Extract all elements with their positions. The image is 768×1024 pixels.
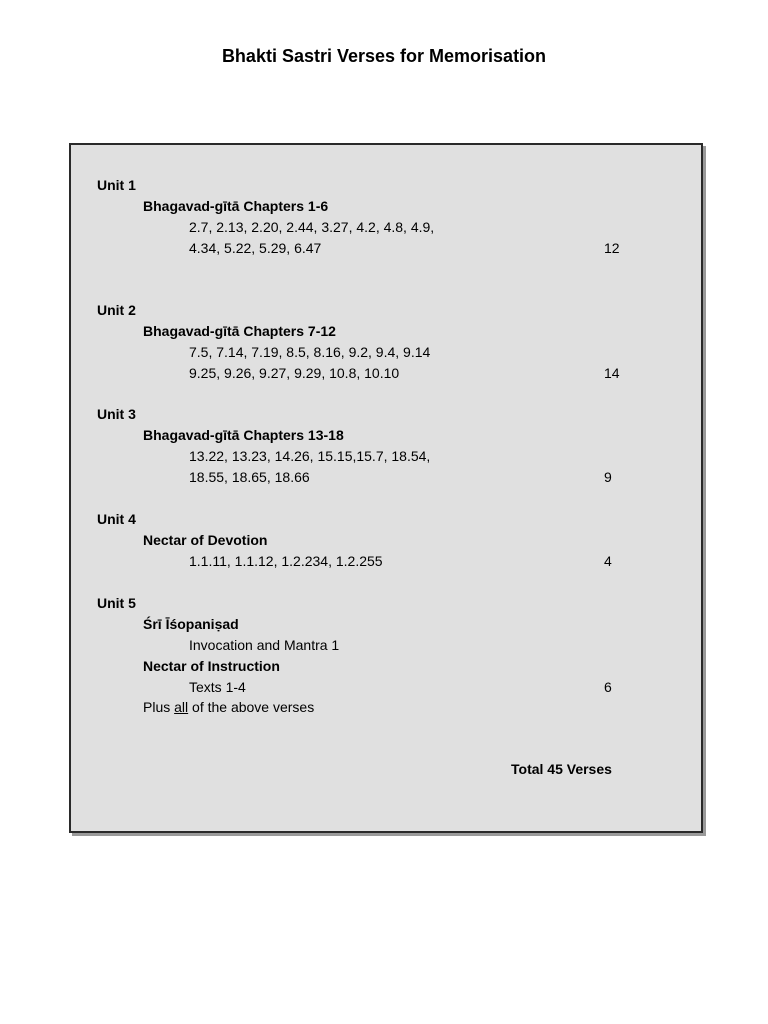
unit-1-verses-line2: 4.34, 5.22, 5.29, 6.47	[189, 240, 322, 256]
unit-4-label: Unit 4	[97, 511, 136, 527]
unit-3-count: 9	[604, 469, 612, 485]
unit-2-book: Bhagavad-gītā Chapters 7-12	[143, 323, 336, 339]
unit-3-verses-line1: 13.22, 13.23, 14.26, 15.15,15.7, 18.54,	[189, 448, 431, 464]
unit-4-book: Nectar of Devotion	[143, 532, 268, 548]
unit-3-book: Bhagavad-gītā Chapters 13-18	[143, 427, 344, 443]
unit-1-verses-line1: 2.7, 2.13, 2.20, 2.44, 3.27, 4.2, 4.8, 4.9,	[189, 219, 435, 235]
page-title: Bhakti Sastri Verses for Memorisation	[221, 46, 547, 66]
verse-list-box	[69, 143, 703, 833]
unit-1-count: 12	[604, 240, 620, 256]
plus-note-emphasis: all	[174, 699, 189, 715]
total-verses: Total 45 Verses	[511, 761, 612, 777]
unit-1-label: Unit 1	[97, 177, 136, 193]
unit-4-count: 4	[604, 553, 612, 569]
unit-2-verses-line1: 7.5, 7.14, 7.19, 8.5, 8.16, 9.2, 9.4, 9.14	[189, 344, 431, 360]
unit-2-label: Unit 2	[97, 302, 136, 318]
plus-note-prefix: Plus	[143, 699, 175, 715]
unit-1-book: Bhagavad-gītā Chapters 1-6	[143, 198, 329, 214]
unit-3-verses-line2: 18.55, 18.65, 18.66	[189, 469, 310, 485]
unit-5-verses-line1: Invocation and Mantra 1	[189, 637, 340, 653]
unit-2-verses-line2: 9.25, 9.26, 9.27, 9.29, 10.8, 10.10	[189, 365, 400, 381]
unit-5-book-2: Nectar of Instruction	[143, 658, 280, 674]
plus-note-suffix: of the above verses	[188, 699, 315, 715]
unit-4-verses-line1: 1.1.11, 1.1.12, 1.2.234, 1.2.255	[189, 553, 383, 569]
unit-5-count: 6	[604, 679, 612, 695]
unit-5-book: Śrī Īśopaniṣad	[143, 616, 239, 632]
unit-5-verses-line2: Texts 1-4	[189, 679, 246, 695]
unit-2-count: 14	[604, 365, 620, 381]
unit-5-label: Unit 5	[97, 595, 136, 611]
unit-3-label: Unit 3	[97, 406, 136, 422]
unit-5-plus-note	[143, 697, 314, 717]
